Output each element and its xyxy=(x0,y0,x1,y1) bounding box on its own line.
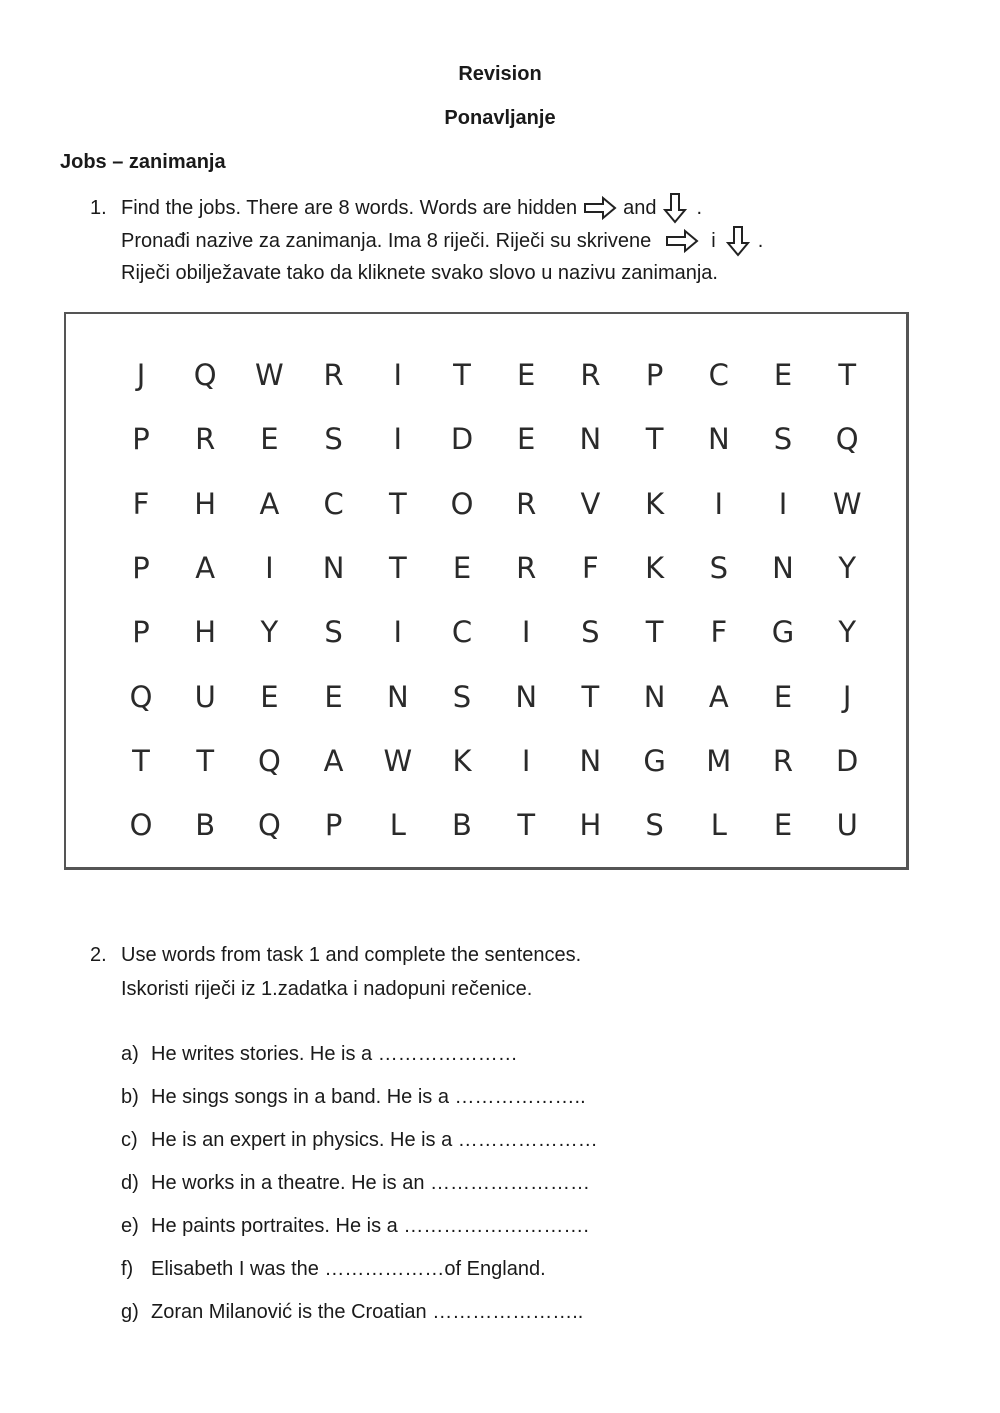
sentence-text: He sings songs in a band. He is a ……………….. xyxy=(151,1086,586,1108)
grid-letter[interactable]: Q xyxy=(257,743,281,778)
grid-letter[interactable]: K xyxy=(452,743,472,778)
grid-letter[interactable]: D xyxy=(836,743,859,778)
grid-letter[interactable]: E xyxy=(260,422,279,457)
grid-letter[interactable]: N xyxy=(579,422,602,457)
grid-letter[interactable]: T xyxy=(132,743,150,778)
grid-letter[interactable]: G xyxy=(771,615,795,650)
sentence-text: He paints portraites. He is a ………………………. xyxy=(151,1215,589,1237)
right-arrow-icon xyxy=(665,229,699,253)
grid-letter[interactable]: R xyxy=(323,358,344,392)
grid-letter[interactable]: I xyxy=(714,486,724,521)
grid-letter[interactable]: S xyxy=(581,615,600,650)
grid-letter[interactable]: T xyxy=(517,808,536,843)
grid-letter[interactable]: U xyxy=(194,679,216,714)
grid-letter[interactable]: P xyxy=(132,550,150,585)
grid-letter[interactable]: I xyxy=(521,615,531,650)
grid-letter[interactable]: N xyxy=(643,679,666,714)
grid-letter[interactable]: P xyxy=(324,808,343,843)
grid-letter[interactable]: N xyxy=(386,679,409,714)
task1-number: 1. xyxy=(90,197,107,219)
grid-letter[interactable]: R xyxy=(516,486,537,521)
sentence-text: He is an expert in physics. He is a ………………… xyxy=(151,1129,598,1151)
grid-letter[interactable]: M xyxy=(706,743,732,778)
right-arrow-icon xyxy=(583,196,617,220)
grid-letter[interactable]: O xyxy=(450,486,474,521)
sentence-label: a) xyxy=(121,1043,139,1065)
grid-letter[interactable]: H xyxy=(194,615,217,650)
grid-letter[interactable]: J xyxy=(842,679,852,714)
grid-letter[interactable]: E xyxy=(773,358,793,392)
sentence-label: d) xyxy=(121,1172,139,1194)
grid-letter[interactable]: T xyxy=(388,486,407,521)
grid-letter[interactable]: G xyxy=(643,743,666,778)
grid-letter[interactable]: C xyxy=(708,358,729,392)
grid-letter[interactable]: E xyxy=(452,550,472,585)
grid-letter[interactable]: I xyxy=(778,486,788,521)
task1-instruction-en xyxy=(121,193,702,223)
task2-number: 2. xyxy=(90,944,107,966)
sentence-text: He writes stories. He is a ………………… xyxy=(151,1043,518,1065)
sentence-item xyxy=(121,1086,586,1109)
grid-letter[interactable]: C xyxy=(323,486,344,521)
grid-letter[interactable]: S xyxy=(645,808,664,843)
grid-letter[interactable]: Q xyxy=(257,808,281,843)
grid-letter[interactable]: Q xyxy=(835,422,859,457)
grid-letter[interactable]: A xyxy=(195,550,216,585)
grid-letter[interactable]: K xyxy=(645,486,665,521)
sentence-text: He works in a theatre. He is an …………………… xyxy=(151,1172,591,1194)
grid-letter[interactable]: E xyxy=(773,679,793,714)
grid-letter[interactable]: P xyxy=(645,358,664,392)
sentence-item xyxy=(121,1215,589,1238)
grid-letter[interactable]: T xyxy=(388,550,407,585)
grid-letter[interactable]: R xyxy=(580,358,601,392)
grid-letter[interactable]: E xyxy=(517,358,536,392)
grid-letter[interactable]: D xyxy=(450,422,474,457)
sentence-item xyxy=(121,1043,518,1066)
grid-letter[interactable]: F xyxy=(710,615,728,650)
sentence-item xyxy=(121,1129,598,1152)
grid-letter[interactable]: N xyxy=(707,422,730,457)
grid-letter[interactable]: N xyxy=(322,550,345,585)
grid-letter[interactable]: I xyxy=(393,615,403,650)
grid-letter[interactable]: P xyxy=(132,615,150,650)
grid-letter[interactable]: E xyxy=(517,422,536,457)
grid-letter[interactable]: F xyxy=(582,550,599,585)
grid-letter[interactable]: L xyxy=(389,808,406,843)
sentence-label: c) xyxy=(121,1129,138,1151)
task1-and-hr: i xyxy=(711,229,716,252)
sentence-label: b) xyxy=(121,1086,139,1108)
grid-letter[interactable]: B xyxy=(195,808,216,843)
grid-letter[interactable]: I xyxy=(393,422,403,457)
grid-letter[interactable]: L xyxy=(710,808,727,843)
page-subtitle: Ponavljanje xyxy=(444,107,556,129)
task2-instruction-hr: Iskoristi riječi iz 1.zadatka i nadopuni rečenice. xyxy=(121,978,533,1000)
grid-letter[interactable]: Y xyxy=(838,550,857,585)
grid-letter[interactable]: J xyxy=(136,358,146,392)
grid-letter[interactable]: E xyxy=(324,679,343,714)
grid-letter[interactable]: S xyxy=(709,550,728,585)
grid-letter[interactable]: A xyxy=(259,486,280,521)
grid-letter[interactable]: H xyxy=(194,486,217,521)
grid-letter[interactable]: H xyxy=(579,808,602,843)
grid-letter[interactable]: R xyxy=(772,743,794,778)
grid-letter[interactable]: B xyxy=(452,808,472,843)
task1-instruction-hr xyxy=(121,226,763,256)
grid-letter[interactable]: N xyxy=(579,743,602,778)
grid-letter[interactable]: N xyxy=(772,550,794,585)
grid-letter[interactable]: T xyxy=(645,422,664,457)
task1-end-en: . xyxy=(696,196,703,219)
sentence-text: Zoran Milanović is the Croatian ………………….. xyxy=(151,1301,584,1323)
grid-letter[interactable]: K xyxy=(645,550,665,585)
task1-text-hr: Pronađi nazive za zanimanja. Ima 8 riječi. Riječi su skrivene xyxy=(121,229,652,252)
section-heading: Jobs – zanimanja xyxy=(60,151,226,173)
grid-letter[interactable]: T xyxy=(645,615,664,650)
sentence-label: e) xyxy=(121,1215,139,1237)
grid-letter[interactable]: Q xyxy=(193,358,217,392)
grid-letter[interactable]: U xyxy=(836,808,858,843)
task1-text-en: Find the jobs. There are 8 words. Words are hidden xyxy=(121,196,578,219)
task1-end-hr: . xyxy=(757,229,764,252)
grid-letter[interactable]: W xyxy=(383,743,413,778)
down-arrow-icon xyxy=(726,225,750,257)
grid-letter[interactable]: Y xyxy=(260,615,279,650)
task2-instruction-en: Use words from task 1 and complete the sentences. xyxy=(121,944,582,966)
grid-letter[interactable]: R xyxy=(516,550,537,585)
grid-letter[interactable]: T xyxy=(196,743,215,778)
grid-letter[interactable]: I xyxy=(393,358,403,392)
sentence-item xyxy=(121,1258,546,1281)
grid-letter[interactable]: Q xyxy=(129,679,153,714)
grid-letter[interactable]: E xyxy=(260,679,279,714)
grid-letter[interactable]: W xyxy=(255,358,284,392)
grid-letter[interactable]: C xyxy=(451,615,473,650)
grid-letter[interactable]: T xyxy=(581,679,600,714)
grid-letter[interactable]: P xyxy=(132,422,150,457)
grid-letter[interactable]: S xyxy=(452,679,472,714)
grid-letter[interactable]: F xyxy=(132,486,150,521)
grid-letter[interactable]: W xyxy=(832,486,862,521)
grid-letter[interactable]: A xyxy=(323,743,344,778)
grid-letter[interactable]: T xyxy=(453,358,471,392)
sentence-label: f) xyxy=(121,1258,134,1280)
task1-and-en: and xyxy=(623,196,657,219)
grid-letter[interactable]: Y xyxy=(838,615,857,650)
down-arrow-icon xyxy=(663,192,687,224)
grid-letter[interactable]: S xyxy=(324,422,343,457)
grid-letter[interactable]: A xyxy=(708,679,729,714)
page-title: Revision xyxy=(458,63,542,85)
sentence-text: Elisabeth I was the ………………of England. xyxy=(151,1258,546,1280)
sentence-label: g) xyxy=(121,1301,139,1323)
grid-letter[interactable]: S xyxy=(324,615,343,650)
grid-letter[interactable]: T xyxy=(838,358,857,392)
grid-letter[interactable]: O xyxy=(129,808,153,843)
task1-instruction-click: Riječi obilježavate tako da kliknete svako slovo u nazivu zanimanja. xyxy=(121,262,718,284)
grid-letter[interactable]: E xyxy=(773,808,793,843)
sentence-item xyxy=(121,1172,590,1195)
grid-letter[interactable]: N xyxy=(515,679,538,714)
sentence-item xyxy=(121,1301,583,1324)
grid-letter[interactable]: I xyxy=(265,550,274,585)
grid-letter[interactable]: V xyxy=(580,486,601,521)
grid-letter[interactable]: R xyxy=(195,422,216,457)
grid-letter[interactable]: I xyxy=(521,743,531,778)
grid-letter[interactable]: S xyxy=(773,422,793,457)
word-search-grid xyxy=(64,312,909,870)
